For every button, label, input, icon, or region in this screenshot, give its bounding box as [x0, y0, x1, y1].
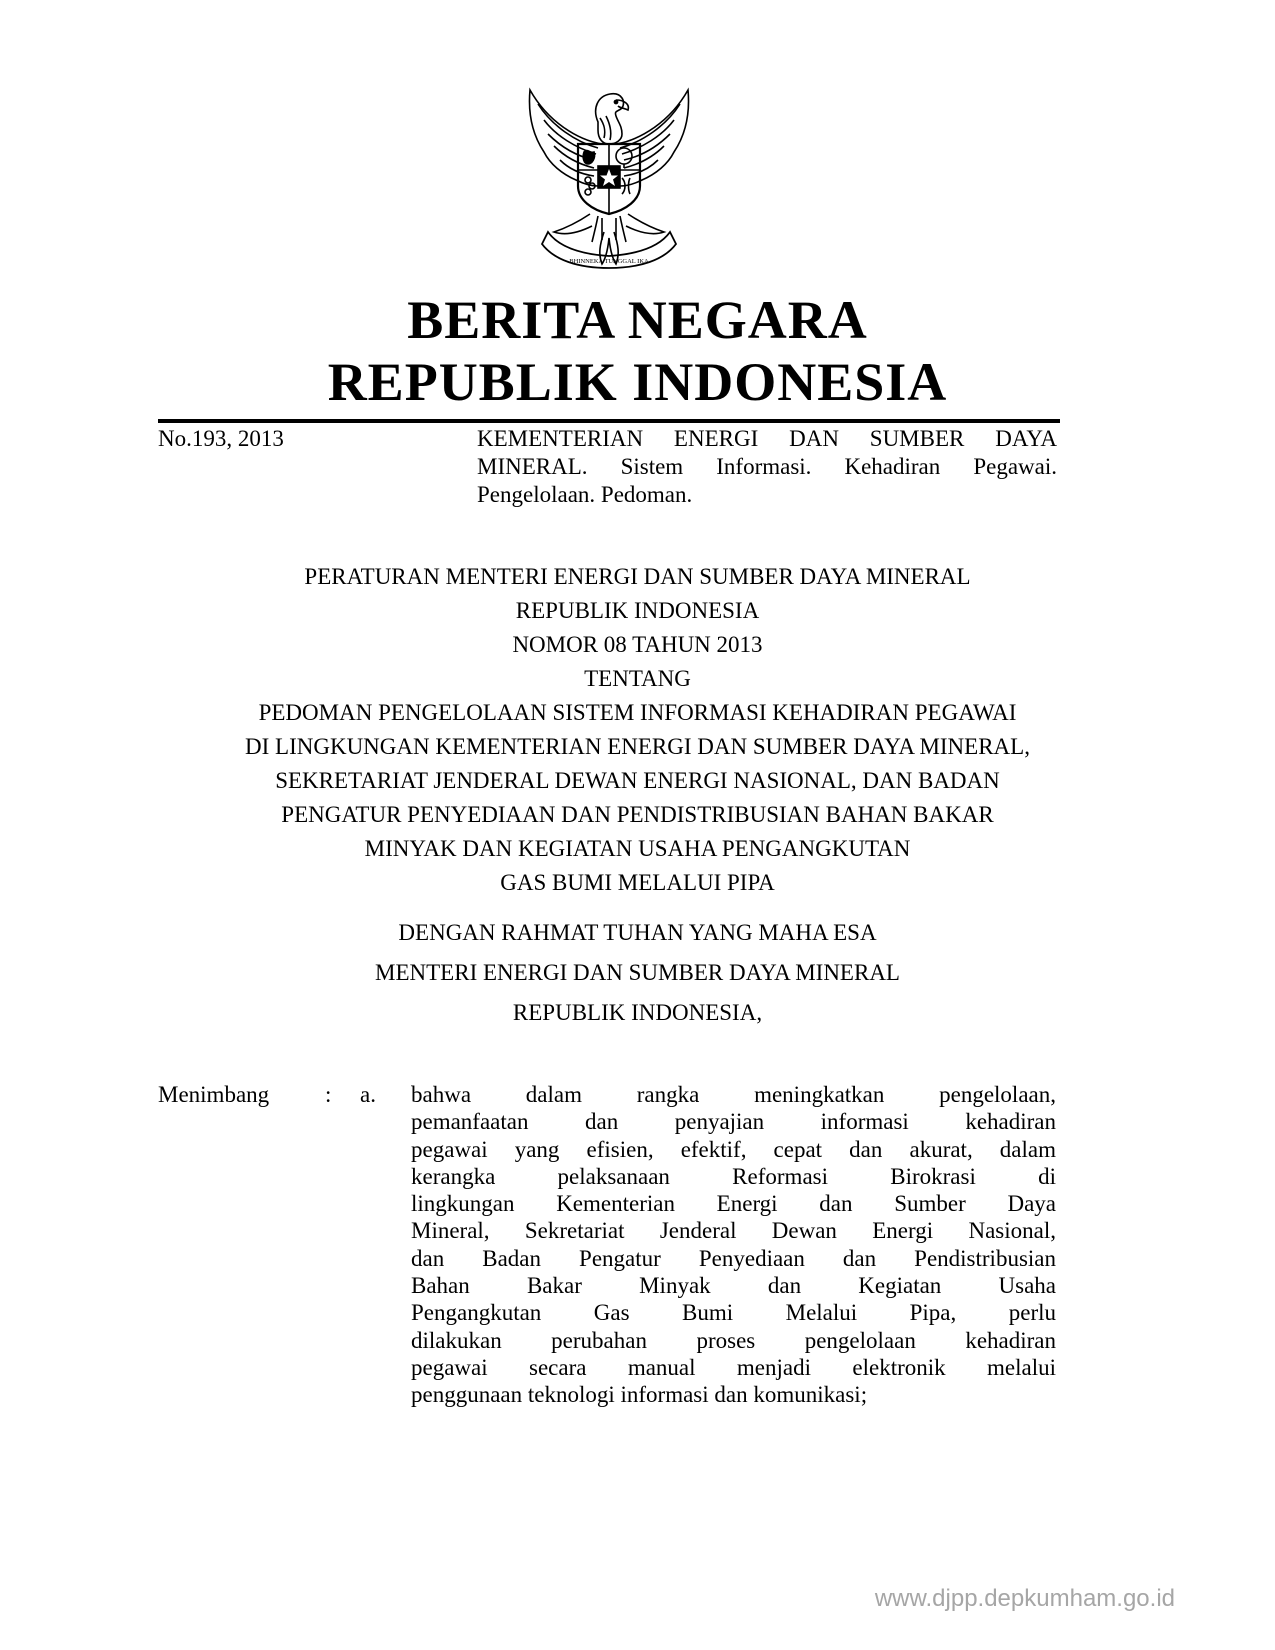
- regulation-heading-line: GAS BUMI MELALUI PIPA: [500, 870, 775, 895]
- motto-text: BHINNEKA TUNGGAL IKA: [569, 258, 649, 265]
- regulation-heading-line: MINYAK DAN KEGIATAN USAHA PENGANGKUTAN: [364, 836, 911, 861]
- header-divider: [158, 419, 1060, 423]
- masthead-title-line2: REPUBLIK INDONESIA: [327, 352, 948, 412]
- considering-line: kerangka pelaksanaan Reformasi Birokrasi di: [411, 1163, 1056, 1189]
- regulation-heading-line: PENGATUR PENYEDIAAN DAN PENDISTRIBUSIAN BAHAN BAKAR: [281, 802, 994, 827]
- considering-line: Bahan Bakar Minyak dan Kegiatan Usaha: [411, 1273, 1056, 1299]
- considering-line: pegawai secara manual menjadi elektronik melalui: [411, 1354, 1056, 1380]
- considering-item-letter: a.: [360, 1082, 376, 1107]
- preamble-line: MENTERI ENERGI DAN SUMBER DAYA MINERAL: [375, 960, 900, 985]
- garuda-emblem-icon: [518, 82, 700, 270]
- considering-item-text: [411, 1081, 1056, 1409]
- considering-colon: :: [325, 1082, 332, 1107]
- considering-line: bahwa dalam rangka meningkatkan pengelolaan,: [411, 1082, 1056, 1107]
- considering-line: dan Badan Pengatur Penyediaan dan Pendistribusian: [411, 1245, 1056, 1271]
- regulation-heading-line: PEDOMAN PENGELOLAAN SISTEM INFORMASI KEHADIRAN PEGAWAI: [258, 700, 1017, 725]
- issue-number: No.193, 2013: [158, 426, 284, 451]
- issue-subject-line: KEMENTERIAN ENERGI DAN SUMBER DAYA: [477, 426, 1057, 451]
- preamble-line: REPUBLIK INDONESIA,: [512, 1000, 763, 1025]
- considering-line: pegawai yang efisien, efektif, cepat dan akurat, dalam: [411, 1136, 1056, 1162]
- regulation-heading-line: SEKRETARIAT JENDERAL DEWAN ENERGI NASIONAL, DAN BADAN: [275, 768, 1000, 793]
- regulation-heading: [0, 560, 1275, 900]
- issue-subject-line: MINERAL. Sistem Informasi. Kehadiran Pegawai.: [477, 454, 1057, 479]
- masthead-title-line1: BERITA NEGARA: [407, 290, 868, 350]
- regulation-heading-line: TENTANG: [584, 666, 691, 691]
- preamble: [0, 913, 1275, 1033]
- considering-line: Pengangkutan Gas Bumi Melalui Pipa, perlu: [411, 1300, 1056, 1326]
- issue-subject: [477, 425, 1057, 509]
- regulation-heading-line: NOMOR 08 TAHUN 2013: [512, 632, 763, 657]
- considering-label: Menimbang: [158, 1082, 270, 1107]
- considering-line: lingkungan Kementerian Energi dan Sumber Daya: [411, 1191, 1056, 1217]
- considering-line: Mineral, Sekretariat Jenderal Dewan Energi Nasional,: [411, 1218, 1056, 1244]
- issue-subject-line: Pengelolaan. Pedoman.: [477, 482, 693, 507]
- considering-line: pemanfaatan dan penyajian informasi kehadiran: [411, 1109, 1056, 1135]
- considering-line: penggunaan teknologi informasi dan komunikasi;: [411, 1382, 868, 1408]
- regulation-heading-line: DI LINGKUNGAN KEMENTERIAN ENERGI DAN SUMBER DAYA MINERAL,: [245, 734, 1030, 759]
- preamble-line: DENGAN RAHMAT TUHAN YANG MAHA ESA: [398, 920, 877, 945]
- regulation-heading-line: PERATURAN MENTERI ENERGI DAN SUMBER DAYA MINERAL: [304, 564, 971, 589]
- regulation-heading-line: REPUBLIK INDONESIA: [515, 598, 760, 623]
- watermark-url: www.djpp.depkumham.go.id: [874, 1585, 1175, 1612]
- considering-line: dilakukan perubahan proses pengelolaan kehadiran: [411, 1327, 1056, 1353]
